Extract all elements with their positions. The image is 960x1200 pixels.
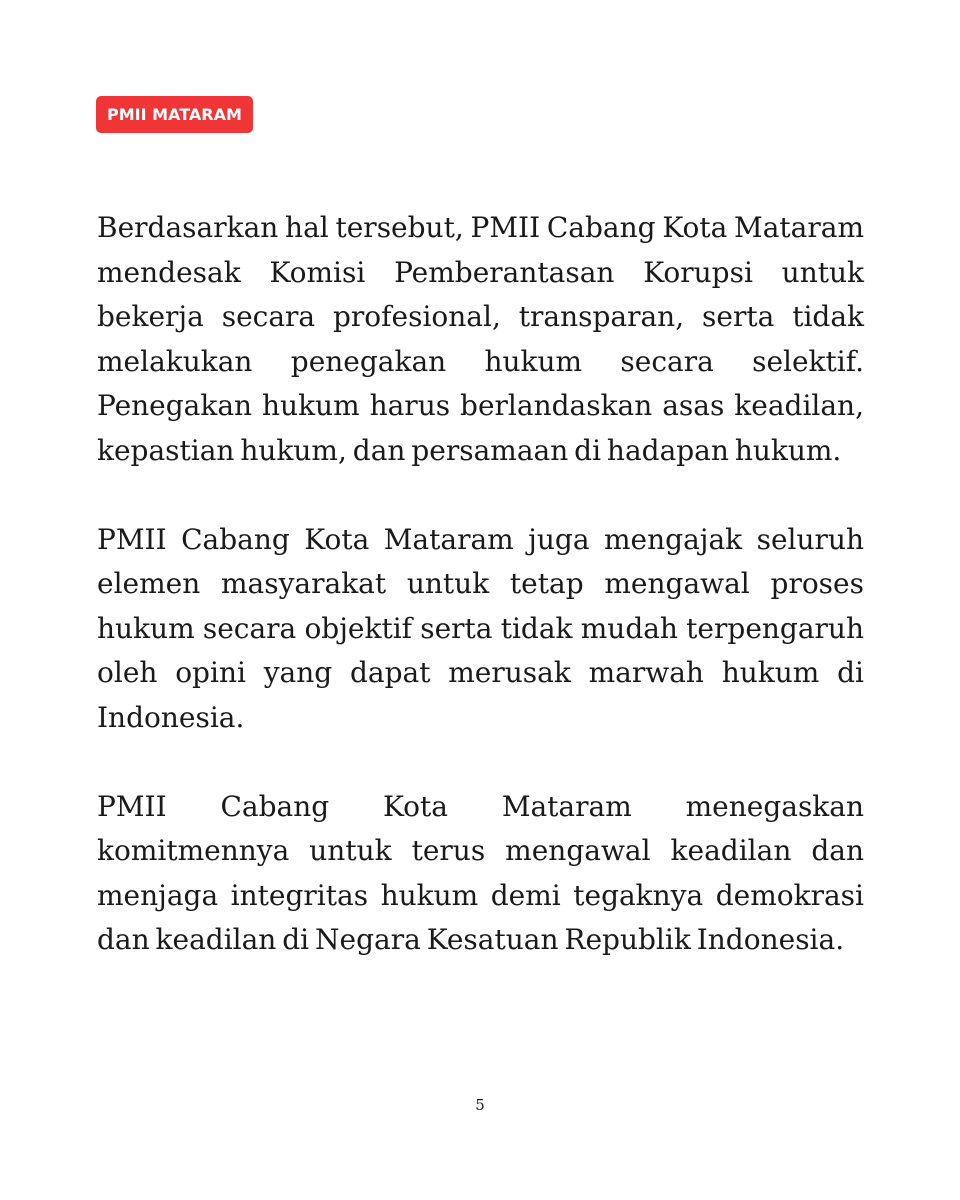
paragraph-2: PMII Cabang Kota Mataram juga mengajak seluruh elemen masyarakat untuk tetap mengawal proses hukum secara objektif serta tidak mudah terpengaruh oleh opini yang dapat merusak marwah hukum di Indonesia. (97, 522, 864, 734)
paragraph-3: PMII Cabang Kota Mataram menegaskan komitmennya untuk terus mengawal keadilan dan menjaga integritas hukum demi tegaknya demokrasi dan keadilan di Negara Kesatuan Republik Indonesia. (97, 789, 864, 956)
paragraph-1: Berdasarkan hal tersebut, PMII Cabang Kota Mataram mendesak Komisi Pemberantasan Korupsi untuk bekerja secara profesional, transparan, serta tidak melakukan penegakan hukum secara selektif. Penegakan hukum harus berlandaskan asas keadilan, kepastian hukum, dan persamaan di hadapan hukum. (97, 211, 864, 467)
organization-badge: PMII MATARAM (96, 96, 253, 133)
page-number: 5 (475, 1096, 485, 1114)
body-text (97, 206, 864, 963)
